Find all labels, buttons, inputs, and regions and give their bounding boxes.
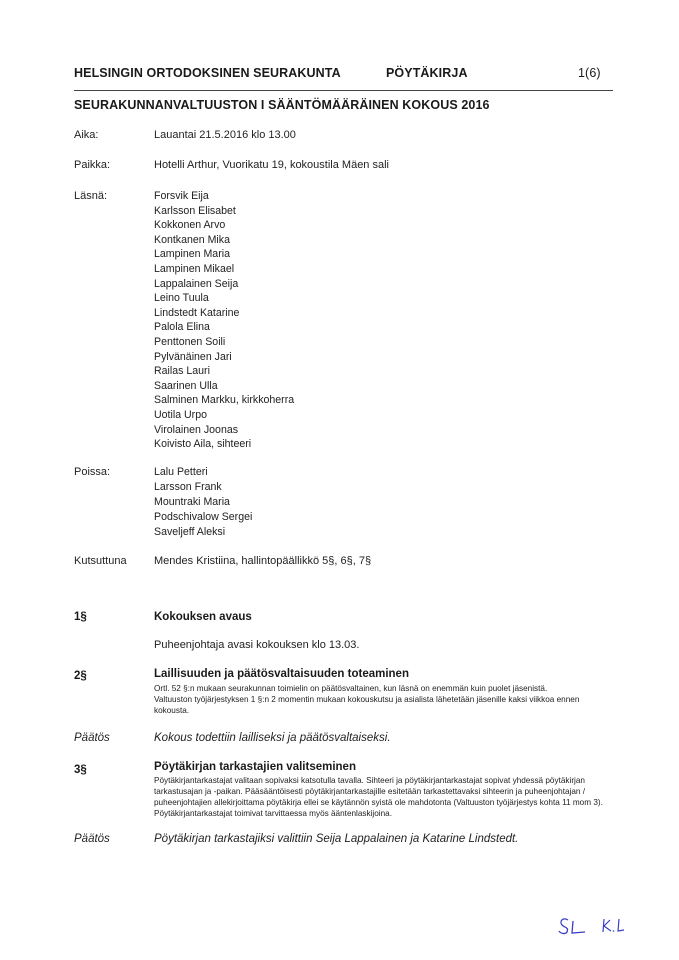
decision-text: Kokous todettiin lailliseksi ja päätösvaltaiseksi. xyxy=(154,732,391,744)
list-item: Mountraki Maria xyxy=(154,496,230,508)
list-item: Leino Tuula xyxy=(154,292,209,305)
section-text: tarkastusajan ja -paikan. Pääsääntöisesti pöytäkirjantarkastajille esitetään tarkastettavaksi sihteerin ja puheenjohtajan / xyxy=(154,787,586,796)
list-item: Lampinen Maria xyxy=(154,248,230,261)
section-text: Valtuuston työjärjestyksen 1 §:n 2 momentin mukaan kokouskutsu ja asialista lähetetään jäsenille kaksi viikkoa ennen xyxy=(154,695,580,704)
list-item: Forsvik Eija xyxy=(154,190,209,202)
decision-text: Pöytäkirjan tarkastajiksi valittiin Seija Lappalainen ja Katarine Lindstedt. xyxy=(154,833,519,845)
place-label: Paikka: xyxy=(74,159,111,171)
absent-label: Poissa: xyxy=(74,466,111,478)
section-title: Laillisuuden ja päätösvaltaisuuden toteaminen xyxy=(154,668,409,680)
section-text: Ortl. 52 §:n mukaan seurakunnan toimielin on päätösvaltainen, kun läsnä on enemmän kuin puolet jäsenistä. xyxy=(154,684,548,693)
list-item: Uotila Urpo xyxy=(154,409,207,421)
list-item: Koivisto Aila, sihteeri xyxy=(154,438,252,451)
meeting-title: SEURAKUNNANVALTUUSTON I SÄÄNTÖMÄÄRÄINEN KOKOUS 2016 xyxy=(74,98,490,112)
invited-label: Kutsuttuna xyxy=(74,555,127,567)
section-text: puheenjohtajien allekirjoittama pöytäkirja ellei se käytännön syistä ole mahdotonta (Valtuuston työjärjestys kohta 11 mom 3). xyxy=(154,798,603,807)
section-text: Pöytäkirjantarkastajat valitaan sopivaksi katsotulla tavalla. Sihteeri ja pöytäkirjantarkastajat sopivat yhdessä pöytäkirjan xyxy=(154,776,585,785)
list-item: Railas Lauri xyxy=(154,365,210,378)
place-value: Hotelli Arthur, Vuorikatu 19, kokoustila Mäen sali xyxy=(154,159,389,171)
section-title: Kokouksen avaus xyxy=(154,611,252,623)
header-divider xyxy=(74,90,613,91)
decision-label: Päätös xyxy=(74,732,110,744)
time-value: Lauantai 21.5.2016 klo 13.00 xyxy=(154,129,296,141)
time-label: Aika: xyxy=(74,129,99,141)
list-item: Larsson Frank xyxy=(154,481,222,493)
section-text: Pöytäkirjantarkastajat toimivat tarvittaessa myös ääntenlaskijoina. xyxy=(154,809,393,818)
initials-signature-kl xyxy=(600,916,628,936)
list-item: Saarinen Ulla xyxy=(154,379,218,392)
list-item: Salminen Markku, kirkkoherra xyxy=(154,394,295,407)
section-title: Pöytäkirjan tarkastajien valitseminen xyxy=(154,761,356,773)
list-item: Lindstedt Katarine xyxy=(154,306,240,319)
list-item: Podschivalow Sergei xyxy=(154,511,253,523)
list-item: Lampinen Mikael xyxy=(154,263,235,275)
organization-name: HELSINGIN ORTODOKSINEN SEURAKUNTA xyxy=(74,66,341,80)
list-item: Virolainen Joonas xyxy=(154,423,239,436)
list-item: Pylvänäinen Jari xyxy=(154,350,232,363)
list-item: Lalu Petteri xyxy=(154,466,208,478)
list-item: Palola Elina xyxy=(154,321,210,334)
initials-signature-sl xyxy=(556,914,592,938)
list-item: Saveljeff Aleksi xyxy=(154,526,226,538)
page-number: 1(6) xyxy=(578,66,601,80)
section-text: Puheenjohtaja avasi kokouksen klo 13.03. xyxy=(154,639,360,651)
decision-label: Päätös xyxy=(74,833,110,845)
section-text: kokousta. xyxy=(154,706,190,715)
section-number: 2§ xyxy=(74,670,87,682)
section-number: 1§ xyxy=(74,611,87,623)
list-item: Kontkanen Mika xyxy=(154,233,230,246)
invited-value: Mendes Kristiina, hallintopäällikkö 5§, 6§, 7§ xyxy=(154,555,372,567)
list-item: Penttonen Soili xyxy=(154,336,226,348)
list-item: Lappalainen Seija xyxy=(154,277,239,290)
section-number: 3§ xyxy=(74,764,87,776)
list-item: Kokkonen Arvo xyxy=(154,219,226,232)
document-type: PÖYTÄKIRJA xyxy=(386,66,468,80)
list-item: Karlsson Elisabet xyxy=(154,204,236,217)
present-label: Läsnä: xyxy=(74,190,108,202)
